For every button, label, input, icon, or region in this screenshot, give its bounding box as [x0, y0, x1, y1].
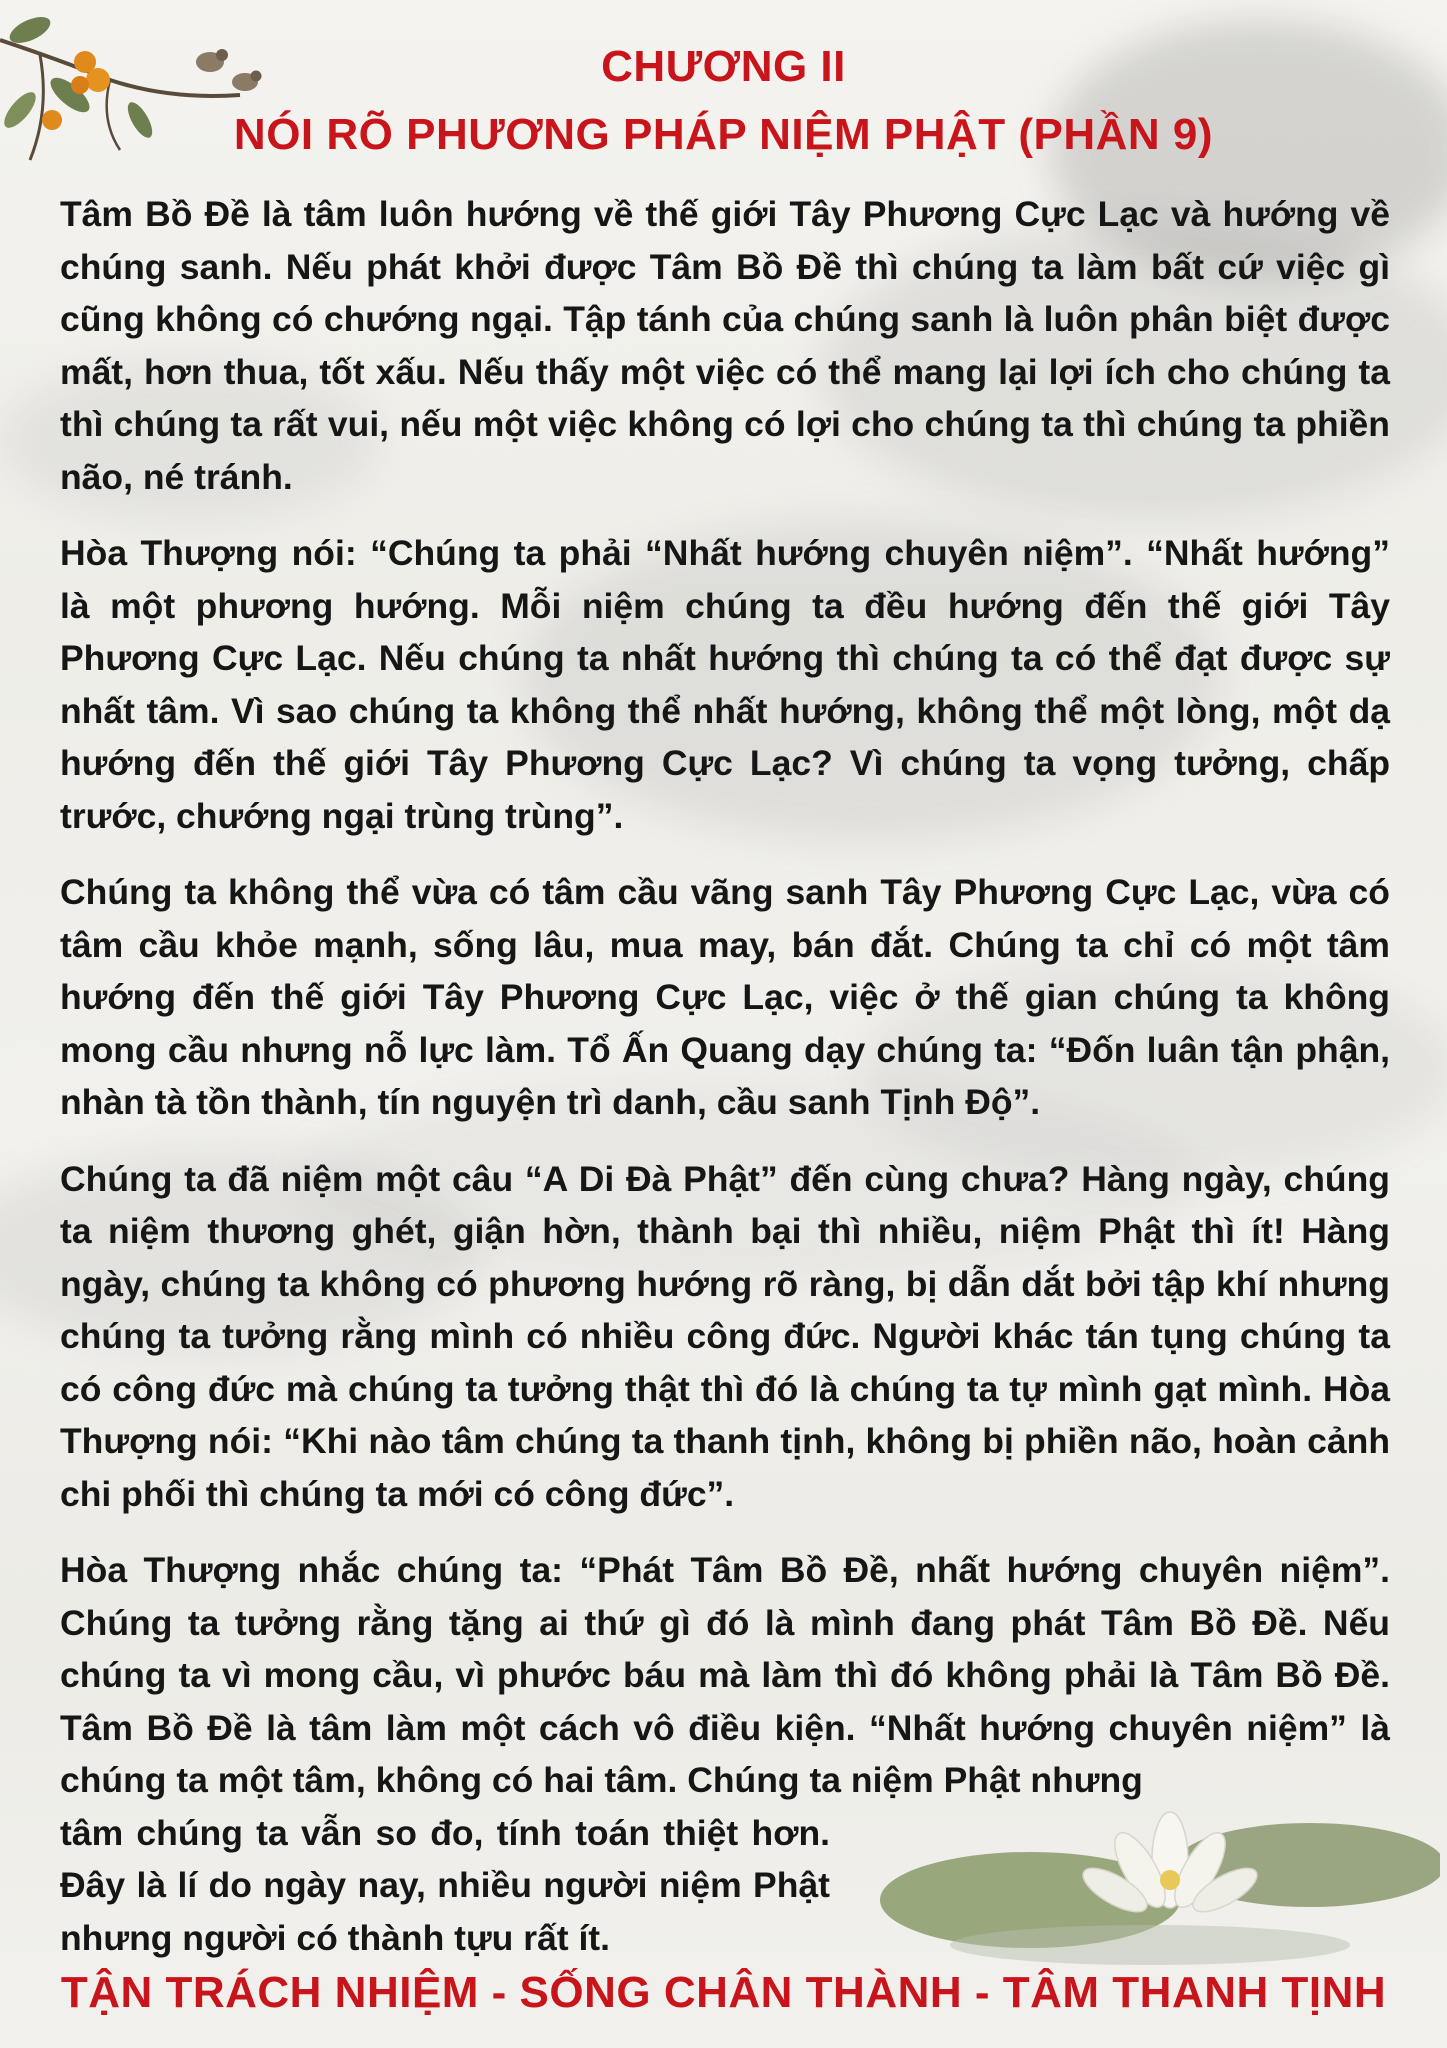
article-body	[60, 188, 1390, 1988]
paragraph-continued: tâm chúng ta vẫn so đo, tính toán thiệt hơn. Đây là lí do ngày nay, nhiều người niệm Phật nhưng người có thành tựu rất ít.	[60, 1812, 830, 1958]
paragraph: Chúng ta đã niệm một câu “A Di Đà Phật” đến cùng chưa? Hàng ngày, chúng ta niệm thương ghét, giận hờn, thành bại thì nhiều, niệm Phật thì ít! Hàng ngày, chúng ta không có phương hướng rõ ràng, bị dẫn dắt bởi tập khí nhưng chúng ta tưởng rằng mình có nhiều công đức. Người khác tán tụng chúng ta có công đức mà chúng ta tưởng thật thì đó là chúng ta tự mình gạt mình. Hòa Thượng nói: “Khi nào tâm chúng ta thanh tịnh, không bị phiền não, hoàn cảnh chi phối thì chúng ta mới có công đức”.	[60, 1158, 1390, 1514]
paragraph: Hòa Thượng nhắc chúng ta: “Phát Tâm Bồ Đề, nhất hướng chuyên niệm”. Chúng ta tưởng rằng tặng ai thứ gì đó là mình đang phát Tâm Bồ Đề. Nếu chúng ta vì mong cầu, vì phước báu mà làm thì đó không phải là Tâm Bồ Đề. Tâm Bồ Đề là tâm làm một cách vô điều kiện. “Nhất hướng chuyên niệm” là chúng ta một tâm, không có hai tâm. Chúng ta niệm Phật nhưng	[60, 1550, 1390, 1800]
footer-motto: TẬN TRÁCH NHIỆM - SỐNG CHÂN THÀNH - TÂM THANH TỊNH	[60, 1968, 1387, 2017]
page-title: NÓI RÕ PHƯƠNG PHÁP NIỆM PHẬT (PHẦN 9)	[233, 110, 1214, 159]
paragraph: Hòa Thượng nói: “Chúng ta phải “Nhất hướng chuyên niệm”. “Nhất hướng” là một phương hướng. Mỗi niệm chúng ta đều hướng đến thế giới Tây Phương Cực Lạc. Nếu chúng ta nhất hướng thì chúng ta có thể đạt được sự nhất tâm. Vì sao chúng ta không thể nhất hướng, không thể một lòng, một dạ hướng đến thế giới Tây Phương Cực Lạc? Vì chúng ta vọng tưởng, chấp trước, chướng ngại trùng trùng”.	[60, 533, 1390, 836]
chapter-title: CHƯƠNG II	[601, 42, 846, 91]
paragraph: Tâm Bồ Đề là tâm luôn hướng về thế giới Tây Phương Cực Lạc và hướng về chúng sanh. Nếu phát khởi được Tâm Bồ Đề thì chúng ta làm bất cứ việc gì cũng không có chướng ngại. Tập tánh của chúng sanh là luôn phân biệt được mất, hơn thua, tốt xấu. Nếu thấy một việc có thể mang lại lợi ích cho chúng ta thì chúng ta rất vui, nếu một việc không có lợi cho chúng ta thì chúng ta phiền não, né tránh.	[60, 194, 1390, 497]
paragraph: Chúng ta không thể vừa có tâm cầu vãng sanh Tây Phương Cực Lạc, vừa có tâm cầu khỏe mạnh, sống lâu, mua may, bán đắt. Chúng ta chỉ có một tâm hướng đến thế giới Tây Phương Cực Lạc, việc ở thế gian chúng ta không mong cầu nhưng nỗ lực làm. Tổ Ấn Quang dạy chúng ta: “Đốn luân tận phận, nhàn tà tồn thành, tín nguyện trì danh, cầu sanh Tịnh Độ”.	[60, 872, 1390, 1122]
lotus-flower-illustration	[880, 1770, 1440, 1970]
